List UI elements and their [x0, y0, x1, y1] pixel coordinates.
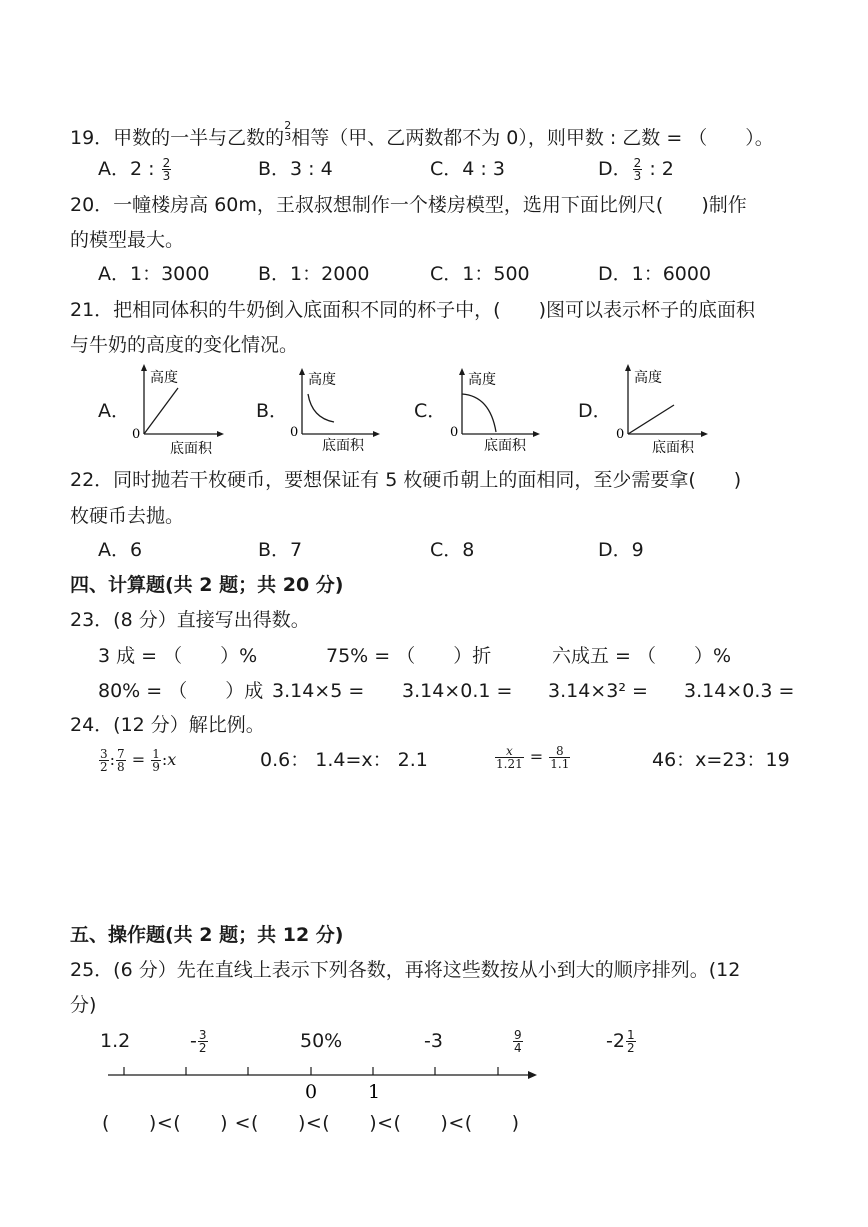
q25-line1: 25．(6 分）先在直线上表示下列各数，再将这些数按从小到大的顺序排列。(12	[70, 959, 741, 981]
q25-number-2: - $\frac{3}{2}$	[190, 1028, 207, 1055]
q23-r2-c3: 3.14×0.1 =	[402, 680, 513, 702]
q21-graph-c	[446, 364, 546, 459]
q23-r1-c1: 3 成 = （ ）%	[98, 645, 258, 667]
q23-r2-c2: 3.14×5 =	[272, 680, 365, 702]
q23-r1-c3: 六成五 = （ ）%	[552, 645, 732, 667]
q23-r2-c5: 3.14×0.3 =	[684, 680, 795, 702]
q24-equation-1: $\frac{3}{2}$ : $\frac{7}{8}$ = $\frac{1}{9}$ :x	[100, 747, 177, 774]
graph-b-y-label: 高度	[308, 372, 336, 388]
q19-option-d[interactable]: D． $\frac{2}{3}$ : 2	[598, 156, 674, 183]
q25-line2: 分)	[70, 994, 97, 1016]
q25-order-row[interactable]: ( )<( ) <( )<( )<( )<( )	[102, 1112, 520, 1134]
q19-fraction: 2 3	[284, 119, 292, 143]
q21-graph-d	[612, 362, 712, 457]
graph-b-x-label: 底面积	[322, 438, 364, 454]
q21-option-c[interactable]: C．	[414, 400, 447, 422]
q19-option-c[interactable]: C．4 : 3	[430, 158, 505, 180]
q25-number-3: 50%	[300, 1030, 343, 1052]
graph-d-origin: 0	[616, 427, 625, 442]
graph-d-y-label: 高度	[634, 370, 662, 386]
q19-option-b[interactable]: B．3 : 4	[258, 158, 333, 180]
section-4-heading: 四、计算题(共 2 题；共 20 分)	[70, 574, 344, 596]
graph-a-y-label: 高度	[150, 370, 178, 386]
q23-r2-c1: 80% = （ ）成	[98, 680, 264, 702]
q20-option-b[interactable]: B．1：2000	[258, 263, 370, 285]
q23-r1-c2: 75% = （ ）折	[326, 645, 492, 667]
q22-option-c[interactable]: C．8	[430, 539, 475, 561]
graph-d-x-label: 底面积	[652, 440, 694, 456]
q22-line2: 枚硬币去抛。	[70, 505, 185, 527]
q20-line2: 的模型最大。	[70, 229, 185, 251]
graph-c-x-label: 底面积	[484, 438, 526, 454]
q25-number-6: -2 $\frac{1}{2}$	[606, 1028, 635, 1055]
question-19	[70, 120, 774, 151]
q22-option-b[interactable]: B．7	[258, 539, 303, 561]
q21-option-a[interactable]: A．	[98, 400, 130, 422]
q21-option-b[interactable]: B．	[256, 400, 289, 422]
q22-line1: 22．同时抛若干枚硬币，要想保证有 5 枚硬币朝上的面相同，至少需要拿( )	[70, 469, 742, 491]
graph-a-x-label: 底面积	[170, 441, 212, 457]
q21-graph-b	[286, 364, 386, 459]
q20-option-d[interactable]: D．1：6000	[598, 263, 712, 285]
q25-number-4: -3	[424, 1030, 443, 1052]
q19-suffix: 相等（甲、乙两数都不为 0），则甲数 : 乙数 = （ ）。	[291, 127, 774, 149]
graph-c-y-label: 高度	[468, 372, 496, 388]
q24-equation-4: 46：x=23：19	[652, 749, 790, 771]
q19-option-a[interactable]: A．2 : $\frac{2}{3}$	[98, 156, 171, 183]
q22-option-a[interactable]: A．6	[98, 539, 143, 561]
q20-option-c[interactable]: C．1：500	[430, 263, 530, 285]
axis-label-0: 0	[305, 1081, 318, 1103]
section-5-heading: 五、操作题(共 2 题；共 12 分)	[70, 924, 344, 946]
graph-b-origin: 0	[290, 425, 299, 440]
q24-title: 24．(12 分）解比例。	[70, 714, 265, 736]
q21-line1: 21．把相同体积的牛奶倒入底面积不同的杯子中，( )图可以表示杯子的底面积	[70, 299, 756, 321]
graph-a-origin: 0	[132, 427, 141, 442]
graph-c-origin: 0	[450, 425, 459, 440]
q24-equation-2: 0.6： 1.4=x： 2.1	[260, 749, 428, 771]
q24-equation-3: $\frac{x}{1.21}$ = $\frac{8}{1.1}$	[496, 744, 570, 771]
q21-line2: 与牛奶的高度的变化情况。	[70, 334, 299, 356]
q25-number-line	[100, 1060, 550, 1104]
q25-number-5: $\frac{9}{4}$	[514, 1028, 522, 1055]
q22-option-d[interactable]: D．9	[598, 539, 644, 561]
q20-line1: 20．一幢楼房高 60m，王叔叔想制作一个楼房模型，选用下面比例尺( )制作	[70, 194, 747, 216]
q19-prefix: 19．甲数的一半与乙数的	[70, 127, 285, 149]
q23-title: 23．(8 分）直接写出得数。	[70, 609, 310, 631]
q20-option-a[interactable]: A．1：3000	[98, 263, 210, 285]
q23-r2-c4: 3.14×3² =	[548, 680, 648, 702]
axis-label-1: 1	[368, 1081, 381, 1103]
q25-number-1: 1.2	[100, 1030, 131, 1052]
q21-graph-a	[128, 362, 228, 457]
q21-option-d[interactable]: D．	[578, 400, 612, 422]
